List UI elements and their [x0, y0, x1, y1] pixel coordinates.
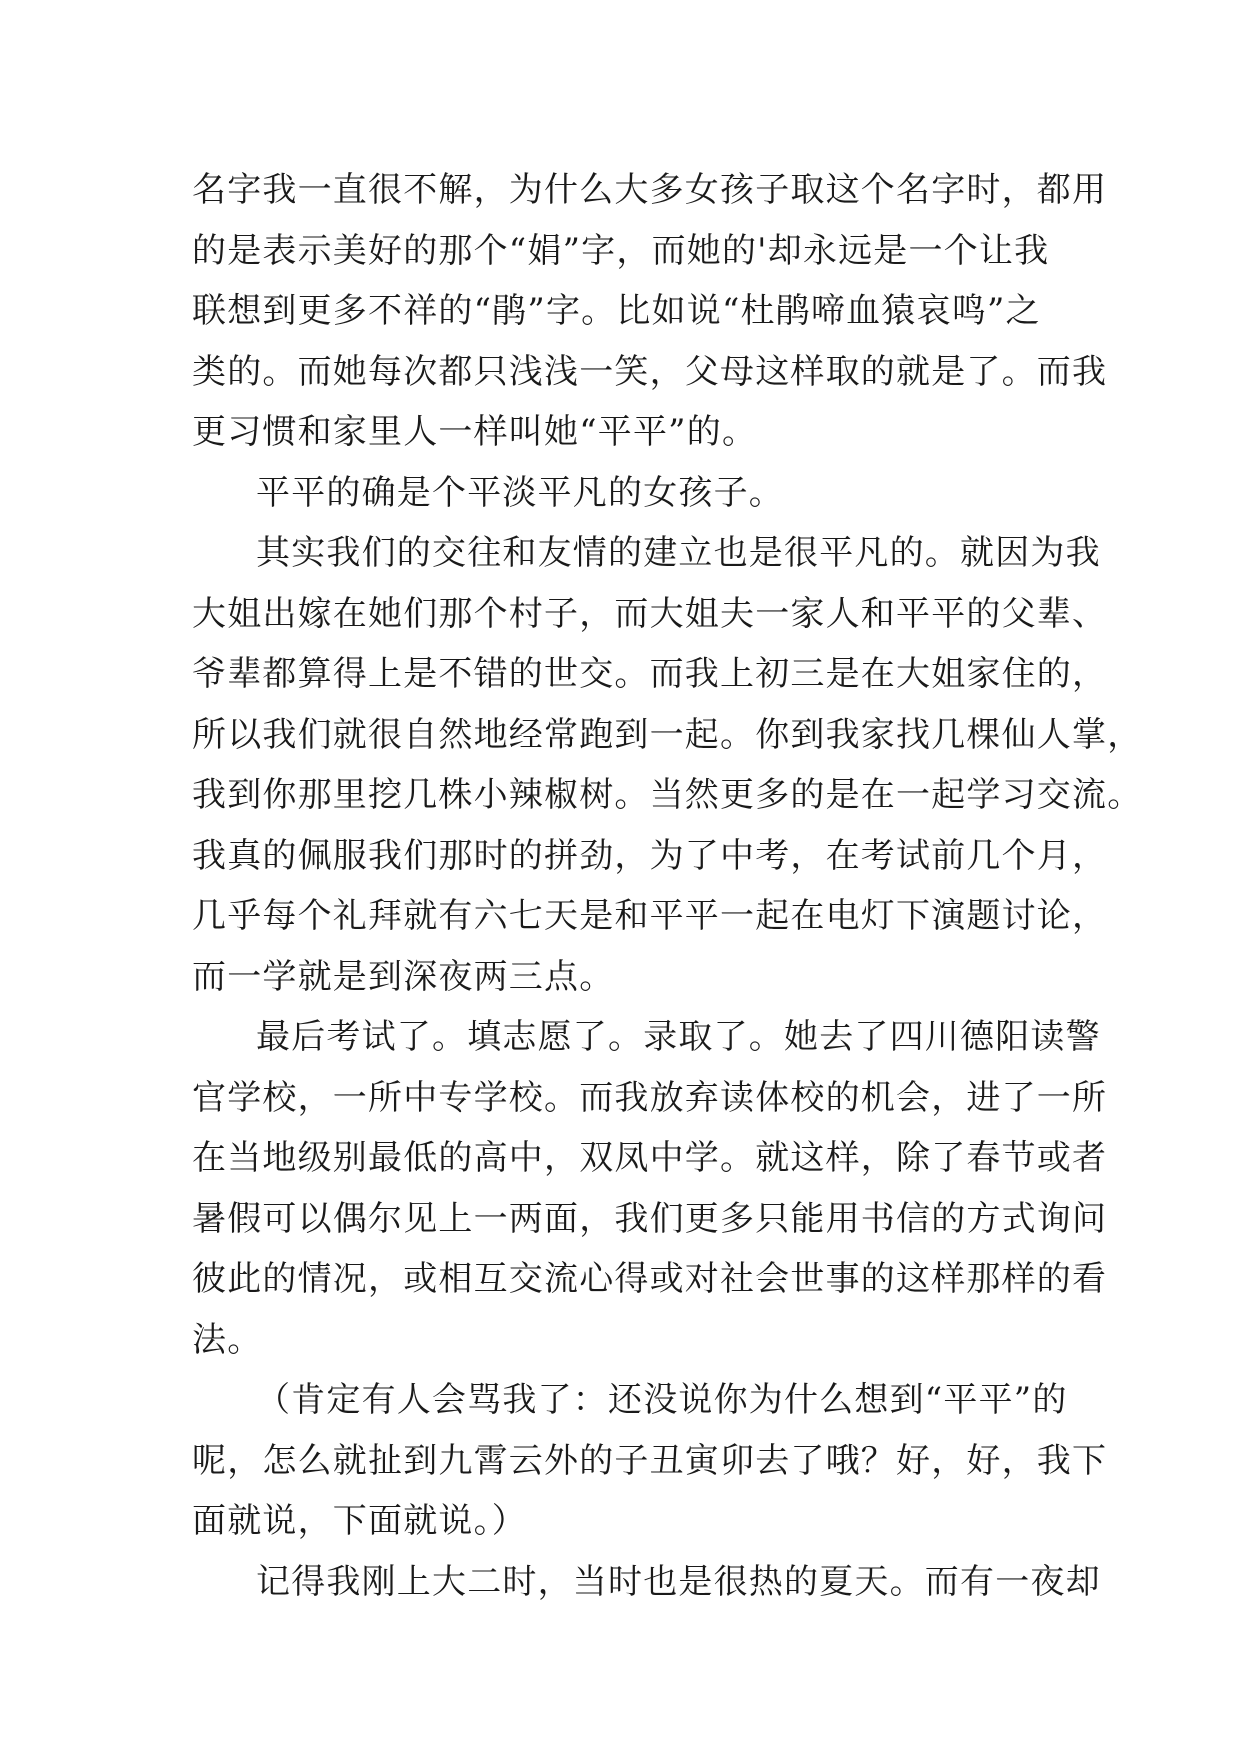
text-line: 的是表示美好的那个“娟”字，而她的'却永远是一个让我: [192, 230, 1050, 271]
text-line: 平平的确是个平淡平凡的女孩子。: [256, 472, 784, 513]
text-line: （肯定有人会骂我了：还没说你为什么想到“平平”的: [256, 1380, 1068, 1420]
text-line: 名字我一直很不解，为什么大多女孩子取这个名字时，都用: [192, 170, 1108, 210]
text-line: 法。: [192, 1319, 263, 1360]
text-line: 大姐出嫁在她们那个村子，而大姐夫一家人和平平的父辈、: [192, 593, 1108, 634]
text-line: 彼此的情况，或相互交流心得或对社会世事的这样那样的看: [192, 1259, 1108, 1299]
text-line: 爷辈都算得上是不错的世交。而我上初三是在大姐家住的，: [192, 654, 1108, 694]
text-line: 类的。而她每次都只浅浅一笑，父母这样取的就是了。而我: [192, 351, 1108, 392]
text-line: 几乎每个礼拜就有六七天是和平平一起在电灯下演题讨论，: [192, 896, 1108, 936]
text-line: 在当地级别最低的高中，双凤中学。就这样，除了春节或者: [192, 1138, 1108, 1178]
text-line: 其实我们的交往和友情的建立也是很平凡的。就因为我: [256, 533, 1101, 573]
text-line: 面就说，下面就说。）: [192, 1501, 527, 1541]
text-line: 记得我刚上大二时，当时也是很热的夏天。而有一夜却: [256, 1561, 1101, 1602]
text-line: 更习惯和家里人一样叫她“平平”的。: [192, 412, 758, 452]
text-line: 我到你那里挖几株小辣椒树。当然更多的是在一起学习交流。: [192, 775, 1143, 815]
text-line: 暑假可以偶尔见上一两面，我们更多只能用书信的方式询问: [192, 1198, 1108, 1239]
text-line: 联想到更多不祥的“鹃”字。比如说“杜鹃啼血猿哀鸣”之: [192, 291, 1041, 331]
text-line: 官学校，一所中专学校。而我放弃读体校的机会，进了一所: [192, 1077, 1108, 1118]
text-line: 最后考试了。填志愿了。录取了。她去了四川德阳读警: [256, 1017, 1101, 1057]
text-line: 所以我们就很自然地经常跑到一起。你到我家找几棵仙人掌，: [192, 714, 1143, 755]
text-line: 而一学就是到深夜两三点。: [192, 956, 615, 997]
body-text: [192, 160, 1143, 1612]
text-line: 呢，怎么就扯到九霄云外的子丑寅卯去了哦？好，好，我下: [192, 1440, 1108, 1481]
text-line: 我真的佩服我们那时的拼劲，为了中考，在考试前几个月，: [192, 835, 1108, 876]
